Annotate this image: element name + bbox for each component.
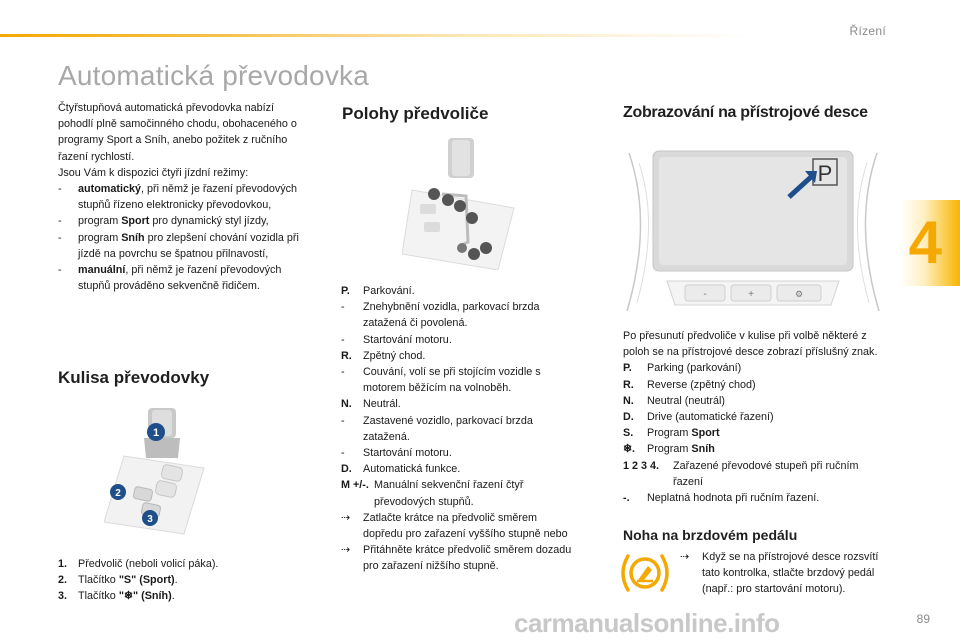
instrument-panel-illustration — [623, 143, 883, 315]
mode-item: - program Sníh pro zlepšení chování vozidla při jízdě na povrchu se špatnou přilnavostí, — [58, 231, 299, 260]
arrow-bullet-icon: ⇢ — [341, 544, 351, 557]
positions-heading: Polohy předvoliče — [342, 104, 489, 123]
section-label: Řízení — [849, 24, 886, 38]
indicator-item: -. Neplatná hodnota při ručním řazení. — [623, 492, 820, 505]
position-item: ⇢ Zatlačte krátce na předvolič směrem dopředu pro zařazení vyššího stupně nebo — [341, 510, 576, 542]
position-item: D. Automatická funkce. — [341, 463, 461, 476]
plus-button-label: + — [748, 289, 754, 300]
brake-text — [680, 549, 880, 598]
indicator-item: 1 2 3 4. Zařazené převodové stupeň při ručním řazení — [623, 459, 859, 488]
display-lead: Po přesunutí předvoliče v kulise při volbě některé z poloh se na přístrojové desce zobrazí příslušný znak. — [623, 330, 878, 359]
callout-3-label: 3 — [147, 514, 153, 525]
mode-item: - program Sport pro dynamický styl jízdy, — [58, 215, 269, 228]
list-item: 3. Tlačítko "❄" (Sníh). — [58, 590, 175, 603]
position-item: ⇢ Přitáhněte krátce předvolič směrem dozadu pro zařazení nižšího stupně. — [341, 542, 576, 574]
watermark: carmanualsonline.info — [514, 608, 780, 638]
arrow-bullet-icon: ⇢ — [680, 551, 690, 563]
indicator-item: ❄. Program Sníh — [623, 443, 715, 456]
minus-button-label: - — [703, 289, 707, 300]
intro-lead: Jsou Vám k dispozici čtyři jízdní režimy: — [58, 166, 249, 179]
brake-item: ⇢ Když se na přístrojové desce rozsvítí tato kontrolka, stlačte brzdový pedál (např.: pro startování motoru). — [680, 549, 880, 598]
arrow-bullet-icon: ⇢ — [341, 511, 351, 524]
indicator-item: N. Neutral (neutrál) — [623, 394, 726, 407]
intro-paragraph: Čtyřstupňová automatická převodovka nabízí pohodlí plně samočinného chodu, obohaceného o programy Sport a Sníh, anebo požitek z ručního řazení rychlostí. — [58, 102, 297, 163]
gear-gate-illustration — [104, 408, 210, 538]
position-item: - Couvání, volí se při stojícím vozidle s motorem běžícím na volnoběh. — [341, 366, 541, 395]
brake-pedal-warning-icon — [614, 550, 676, 596]
position-item: - Znehybnění vozidla, parkovací brzda zatažená či povolená. — [341, 301, 540, 330]
callout-1-label: 1 — [152, 427, 160, 439]
position-item: M +/-. Manuální sekvenční řazení čtyř převodových stupňů. — [341, 479, 524, 508]
page-title: Automatická převodovka — [58, 60, 370, 91]
display-text — [623, 328, 888, 506]
gate-legend — [58, 556, 298, 605]
page-number: 89 — [916, 612, 930, 626]
position-item: - Startování motoru. — [341, 447, 452, 460]
chapter-number: 4 — [908, 209, 942, 276]
brake-heading: Noha na brzdovém pedálu — [623, 527, 798, 543]
gate-heading: Kulisa převodovky — [58, 368, 210, 387]
position-item: R. Zpětný chod. — [341, 349, 426, 362]
position-item: - Startování motoru. — [341, 333, 452, 346]
display-heading: Zobrazování na přístrojové desce — [623, 104, 868, 121]
list-item: 2. Tlačítko "S" (Sport). — [58, 574, 178, 587]
indicator-item: S. Program Sport — [623, 427, 720, 440]
mode-item: - automatický, při němž je řazení převodových stupňů řízeno elektronicky převodovkou, — [58, 183, 298, 212]
position-item: N. Neutrál. — [341, 398, 401, 411]
intro-text — [58, 100, 308, 294]
indicator-item: R. Reverse (zpětný chod) — [623, 378, 756, 391]
list-item: 1. Předvolič (neboli volicí páka). — [58, 558, 219, 570]
selector-positions-illustration — [402, 138, 518, 270]
screen-gear-letter: P — [817, 161, 833, 186]
position-item: - Zastavené vozidlo, parkovací brzda zatažená. — [341, 414, 533, 443]
header-accent-line — [0, 34, 960, 37]
indicator-item: D. Drive (automatické řazení) — [623, 411, 774, 424]
indicator-item: P. Parking (parkování) — [623, 362, 742, 375]
mode-item: - manuální, při němž je řazení převodových stupňů prováděno sekvenčně řidičem. — [58, 264, 282, 293]
position-item: P. Parkování. — [341, 285, 415, 297]
positions-text — [341, 283, 576, 575]
reset-button-label: ⚙ — [794, 289, 804, 299]
callout-2-label: 2 — [115, 488, 121, 499]
